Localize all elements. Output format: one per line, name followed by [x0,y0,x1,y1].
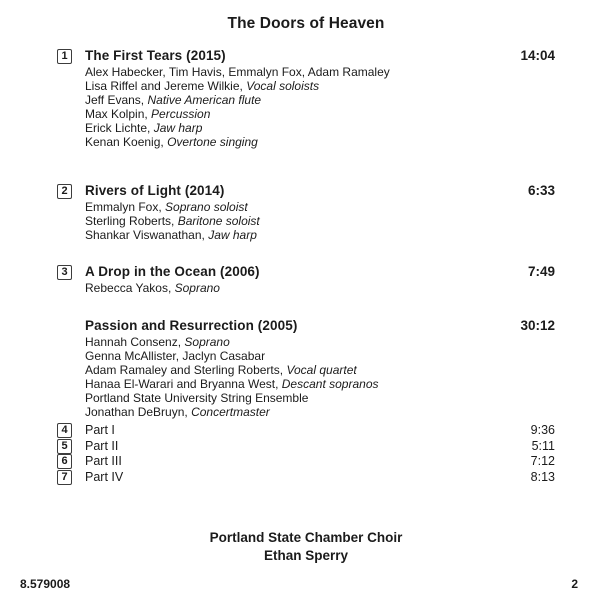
work-header [57,317,555,335]
work-entry [57,317,555,485]
performer-ensemble: Portland State Chamber Choir [209,530,403,545]
movement-row [57,454,555,470]
movement-title: Part III [85,454,122,468]
credit-line: Genna McAllister, Jaclyn Casabar [85,349,266,363]
track-number-box: 3 [57,265,72,280]
track-number-box: 6 [57,454,72,469]
work-duration: 30:12 [520,318,555,333]
credit-role: Soprano soloist [165,200,248,214]
credits-block [85,335,555,419]
track-number-box: 7 [57,470,72,485]
movement-row [57,470,555,486]
performers-block [57,529,555,565]
credit-line: Emmalyn Fox, Soprano soloist [85,200,248,214]
work-header [57,263,555,281]
movement-duration: 9:36 [530,423,555,437]
work-title: The First Tears (2015) [85,48,226,63]
credit-role: Percussion [151,107,211,121]
credit-role: Jaw harp [208,228,257,242]
credit-line: Jonathan DeBruyn, Concertmaster [85,405,270,419]
credit-role: Soprano [184,335,230,349]
work-entry [57,263,555,295]
credit-line: Kenan Koenig, Overtone singing [85,135,258,149]
track-number-box: 5 [57,439,72,454]
work-title: A Drop in the Ocean (2006) [85,264,260,279]
credits-block [85,65,555,149]
catalog-number: 8.579008 [20,577,71,591]
credits-block [85,200,555,242]
album-title: The Doors of Heaven [227,15,385,32]
track-list [57,47,555,485]
credit-line: Erick Lichte, Jaw harp [85,121,203,135]
track-number-box: 2 [57,184,72,199]
movement-duration: 5:11 [531,438,555,453]
movement-duration: 8:13 [530,469,555,484]
work-header [57,47,555,65]
movement-title: Part I [85,423,115,437]
page-footer [20,577,578,591]
movement-title: Part IV [85,469,124,484]
credit-line: Adam Ramaley and Sterling Roberts, Vocal quartet [85,363,357,377]
credit-role: Vocal quartet [286,363,357,377]
movement-row [57,423,555,439]
credit-line: Portland State University String Ensemble [85,391,309,405]
work-duration: 14:04 [520,48,555,63]
credit-line: Sterling Roberts, Baritone soloist [85,214,260,228]
movements-block [57,423,555,485]
credit-line: Alex Habecker, Tim Havis, Emmalyn Fox, Adam Ramaley [85,65,390,79]
credit-role: Vocal soloists [246,79,320,93]
movement-title: Part II [85,438,119,453]
credit-role: Baritone soloist [177,214,260,228]
movement-row [57,439,555,455]
credit-role: Concertmaster [191,405,270,419]
performer-conductor: Ethan Sperry [263,548,349,563]
credits-block [85,281,555,295]
work-title: Passion and Resurrection (2005) [85,318,298,333]
credit-line: Hanaa El-Warari and Bryanna West, Descant sopranos [85,377,379,391]
credit-role: Overtone singing [167,135,258,149]
track-number-spacer [57,319,72,334]
work-entry [57,47,555,149]
work-header [57,182,555,200]
credit-role: Jaw harp [153,121,203,135]
work-duration: 6:33 [527,183,555,198]
credit-line: Jeff Evans, Native American flute [85,93,262,107]
work-duration: 7:49 [527,264,555,279]
credit-line: Hannah Consenz, Soprano [85,335,230,349]
movement-duration: 7:12 [530,454,555,468]
credit-role: Native American flute [147,93,262,107]
credit-role: Descant sopranos [281,377,379,391]
work-entry [57,182,555,242]
credit-line: Rebecca Yakos, Soprano [85,281,220,295]
credit-line: Shankar Viswanathan, Jaw harp [85,228,257,242]
credit-line: Max Kolpin, Percussion [85,107,211,121]
work-title: Rivers of Light (2014) [85,183,225,198]
track-number-box: 1 [57,49,72,64]
page-number: 2 [571,577,578,591]
credit-line: Lisa Riffel and Jereme Wilkie, Vocal soloists [85,79,320,93]
credit-role: Soprano [174,281,220,295]
track-number-box: 4 [57,423,72,438]
